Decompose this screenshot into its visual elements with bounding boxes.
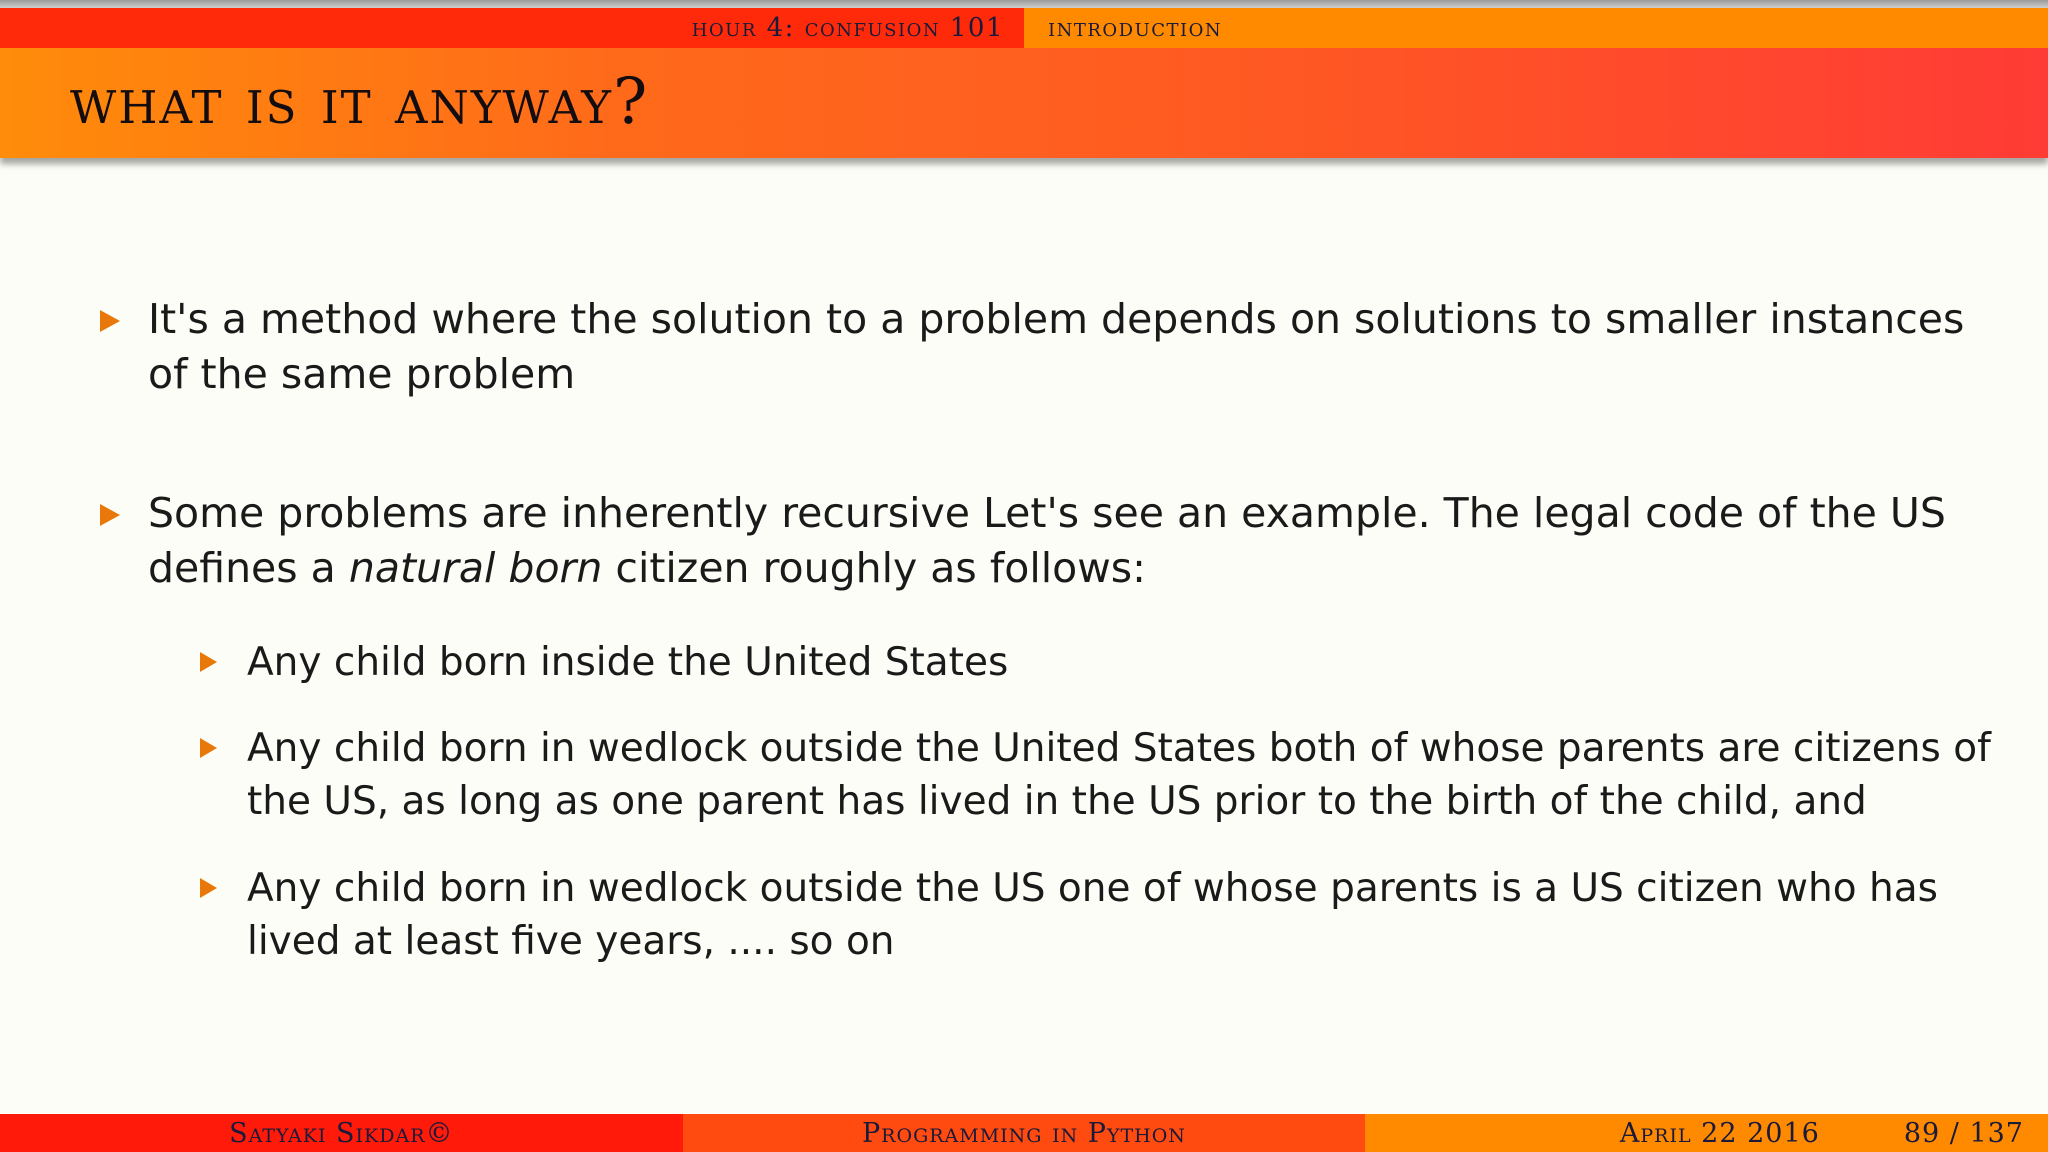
sub-bullet-arrow-icon <box>200 878 217 898</box>
bullet-arrow-icon <box>100 504 120 526</box>
bullet-text <box>148 486 2000 596</box>
footer-author-label: Satyaki Sikdar© <box>229 1117 454 1149</box>
bullet-arrow-icon <box>100 310 120 332</box>
sub-bullet-item <box>200 636 2010 689</box>
sub-bullet-arrow-icon <box>200 738 217 758</box>
footer-course-label: Programming in Python <box>862 1117 1186 1149</box>
sub-bullet-text: Any child born inside the United States <box>247 640 1009 685</box>
nav-subsection-label: introduction <box>1048 13 1223 43</box>
footer-page-number: 89 / 137 <box>1903 1117 2024 1149</box>
sub-bullet-text: Any child born in wedlock outside the United States both of whose parents are citizens of the US, as long as one parent has lived in the US prior to the birth of the child, and <box>247 726 1991 824</box>
sub-bullet-item <box>200 862 2010 968</box>
sub-bullet-item <box>200 722 2010 828</box>
frame-title: what is it anyway? <box>70 65 650 139</box>
bullet-text-part: Some problems are inherently recursive Let's see an example. The legal code of the US defines a <box>148 489 1946 592</box>
sub-bullet-arrow-icon <box>200 652 217 672</box>
footer-date-page <box>1365 1114 2048 1152</box>
footer-author <box>0 1114 683 1152</box>
emphasis-text: natural born <box>348 544 603 592</box>
bullet-item <box>100 486 2000 596</box>
footer-course <box>683 1114 1366 1152</box>
bullet-text: It's a method where the solution to a problem depends on solutions to smaller instances of the same problem <box>148 295 1965 398</box>
bullet-text-part: citizen roughly as follows: <box>602 544 1146 592</box>
bullet-item <box>100 292 2000 402</box>
footer-date: April 22 2016 <box>1619 1117 1820 1149</box>
footer-bar <box>0 1114 2048 1152</box>
sub-bullet-text: Any child born in wedlock outside the US one of whose parents is a US citizen who has lived at least five years, .... so on <box>247 866 1938 964</box>
nav-section-label: hour 4: confusion 101 <box>691 13 1004 43</box>
